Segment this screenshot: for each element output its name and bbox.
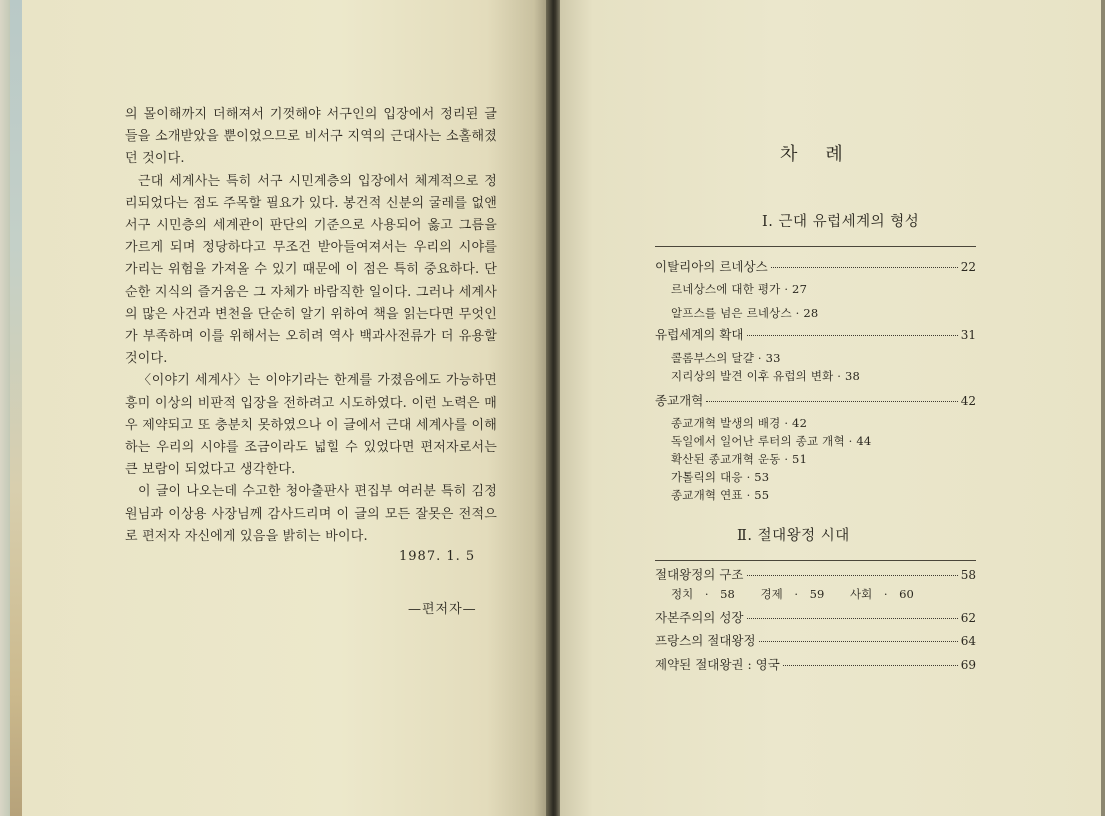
- chapter-title: 프랑스의 절대왕정: [655, 633, 756, 648]
- preface-paragraph: 〈이야기 세계사〉는 이야기라는 한계를 가졌음에도 가능하면 흥미 이상의 비판적 입장을 전하려고 시도하였다. 이런 노력은 매우 제약되고 또 충분치 못하였으나 이 글에서 근대 세계사를 이해하는 우리의 시야를 조금이라도 넓힐 수 있었다면 편저자로서는 큰 보람이 되었다고 생각한다.: [125, 373, 497, 478]
- leader-dots: [747, 335, 958, 336]
- toc-chapter[interactable]: [655, 655, 976, 675]
- leader-dots: [771, 267, 958, 268]
- chapter-page: 64: [960, 634, 976, 648]
- leader-dots: [747, 618, 958, 619]
- part-heading: Ⅰ. 근대 유럽세계의 형성: [762, 214, 920, 230]
- toc-chapter[interactable]: [655, 631, 976, 651]
- part-heading: Ⅱ. 절대왕정 시대: [737, 528, 850, 544]
- scan-edge: [1101, 0, 1105, 816]
- chapter-page: 58: [960, 568, 976, 582]
- leader-dots: [783, 665, 958, 666]
- leader-dots: [747, 575, 958, 576]
- part-rule: [655, 560, 976, 561]
- preface-paragraph: 의 몰이해까지 더해져서 기껏해야 서구인의 입장에서 정리된 글들을 소개받았을 뿐이었으므로 비서구 지역의 근대사는 소홀해졌던 것이다.: [125, 107, 497, 167]
- preface-text: [125, 104, 497, 548]
- toc-section[interactable]: 정치 · 58: [671, 587, 735, 601]
- toc-section[interactable]: 종교개혁 연표 · 55: [671, 488, 770, 502]
- preface-date: 1987. 1. 5: [399, 549, 476, 564]
- chapter-title: 종교개혁: [655, 393, 704, 408]
- preface-paragraph: 이 글이 나오는데 수고한 청아출판사 편집부 여러분 특히 김정원님과 이상용 사장님께 감사드리며 이 글의 모든 잘못은 전적으로 편저자 자신에게 있음을 밝히는 바이다.: [125, 484, 497, 544]
- chapter-title: 이탈리아의 르네상스: [655, 259, 768, 274]
- chapter-page: 31: [960, 328, 976, 342]
- chapter-page: 69: [960, 658, 976, 672]
- toc-chapter[interactable]: [655, 391, 976, 411]
- toc-section[interactable]: 콜롬부스의 달걀 · 33: [671, 351, 781, 365]
- toc-chapter[interactable]: [655, 325, 976, 345]
- toc-section[interactable]: 가톨릭의 대응 · 53: [671, 470, 770, 484]
- toc-section[interactable]: 알프스를 넘은 르네상스 · 28: [671, 306, 819, 320]
- part-rule: [655, 246, 976, 247]
- book-edge-band: [10, 0, 22, 816]
- toc-section-group: [671, 586, 928, 602]
- toc-chapter[interactable]: [655, 608, 976, 628]
- book-edge: [0, 0, 22, 816]
- toc-section[interactable]: 르네상스에 대한 평가 · 27: [671, 282, 808, 296]
- preface-paragraph: 근대 세계사는 특히 서구 시민계층의 입장에서 체계적으로 정리되었다는 점도 주목할 필요가 있다. 봉건적 신분의 굴레를 없앤 서구 시민층의 세계관이 판단의 기준으로 사용되어 옳고 그름을 가르게 되며 정당하다고 무조건 받아들여져서는 우리의 시야를 가리는 위험을 가져올 수 있기 때문에 이 점은 특히 중요하다. 단순한 지식의 즐거움은 그 자체가 바람직한 일이다. 그러나 세계사의 많은 사건과 변천을 단순히 알기 위하여 책을 읽는다면 무엇인가 부족하며 이를 위해서는 오히려 역사 백과사전류가 더 유용할 것이다.: [125, 173, 497, 367]
- chapter-title: 유럽세계의 확대: [655, 327, 744, 342]
- leader-dots: [706, 401, 957, 402]
- chapter-title: 제약된 절대왕권 : 영국: [655, 657, 780, 672]
- toc-chapter[interactable]: [655, 257, 976, 277]
- chapter-page: 22: [960, 260, 976, 274]
- toc-section[interactable]: 경제 · 59: [760, 587, 825, 601]
- toc-section[interactable]: 사회 · 60: [849, 587, 914, 601]
- chapter-page: 62: [960, 611, 976, 625]
- leader-dots: [759, 641, 958, 642]
- toc-section[interactable]: 확산된 종교개혁 운동 · 51: [671, 452, 808, 466]
- toc-section[interactable]: 독일에서 일어난 루터의 종교 개혁 · 44: [671, 434, 872, 448]
- editor-signature: —편저자—: [408, 602, 477, 617]
- chapter-title: 절대왕정의 구조: [655, 567, 744, 582]
- toc-chapter[interactable]: [655, 565, 976, 585]
- toc-section[interactable]: 종교개혁 발생의 배경 · 42: [671, 416, 808, 430]
- toc-title: 차례: [780, 144, 871, 165]
- chapter-page: 42: [960, 394, 976, 408]
- toc-section[interactable]: 지리상의 발견 이후 유럽의 변화 · 38: [671, 369, 861, 383]
- chapter-title: 자본주의의 성장: [655, 610, 744, 625]
